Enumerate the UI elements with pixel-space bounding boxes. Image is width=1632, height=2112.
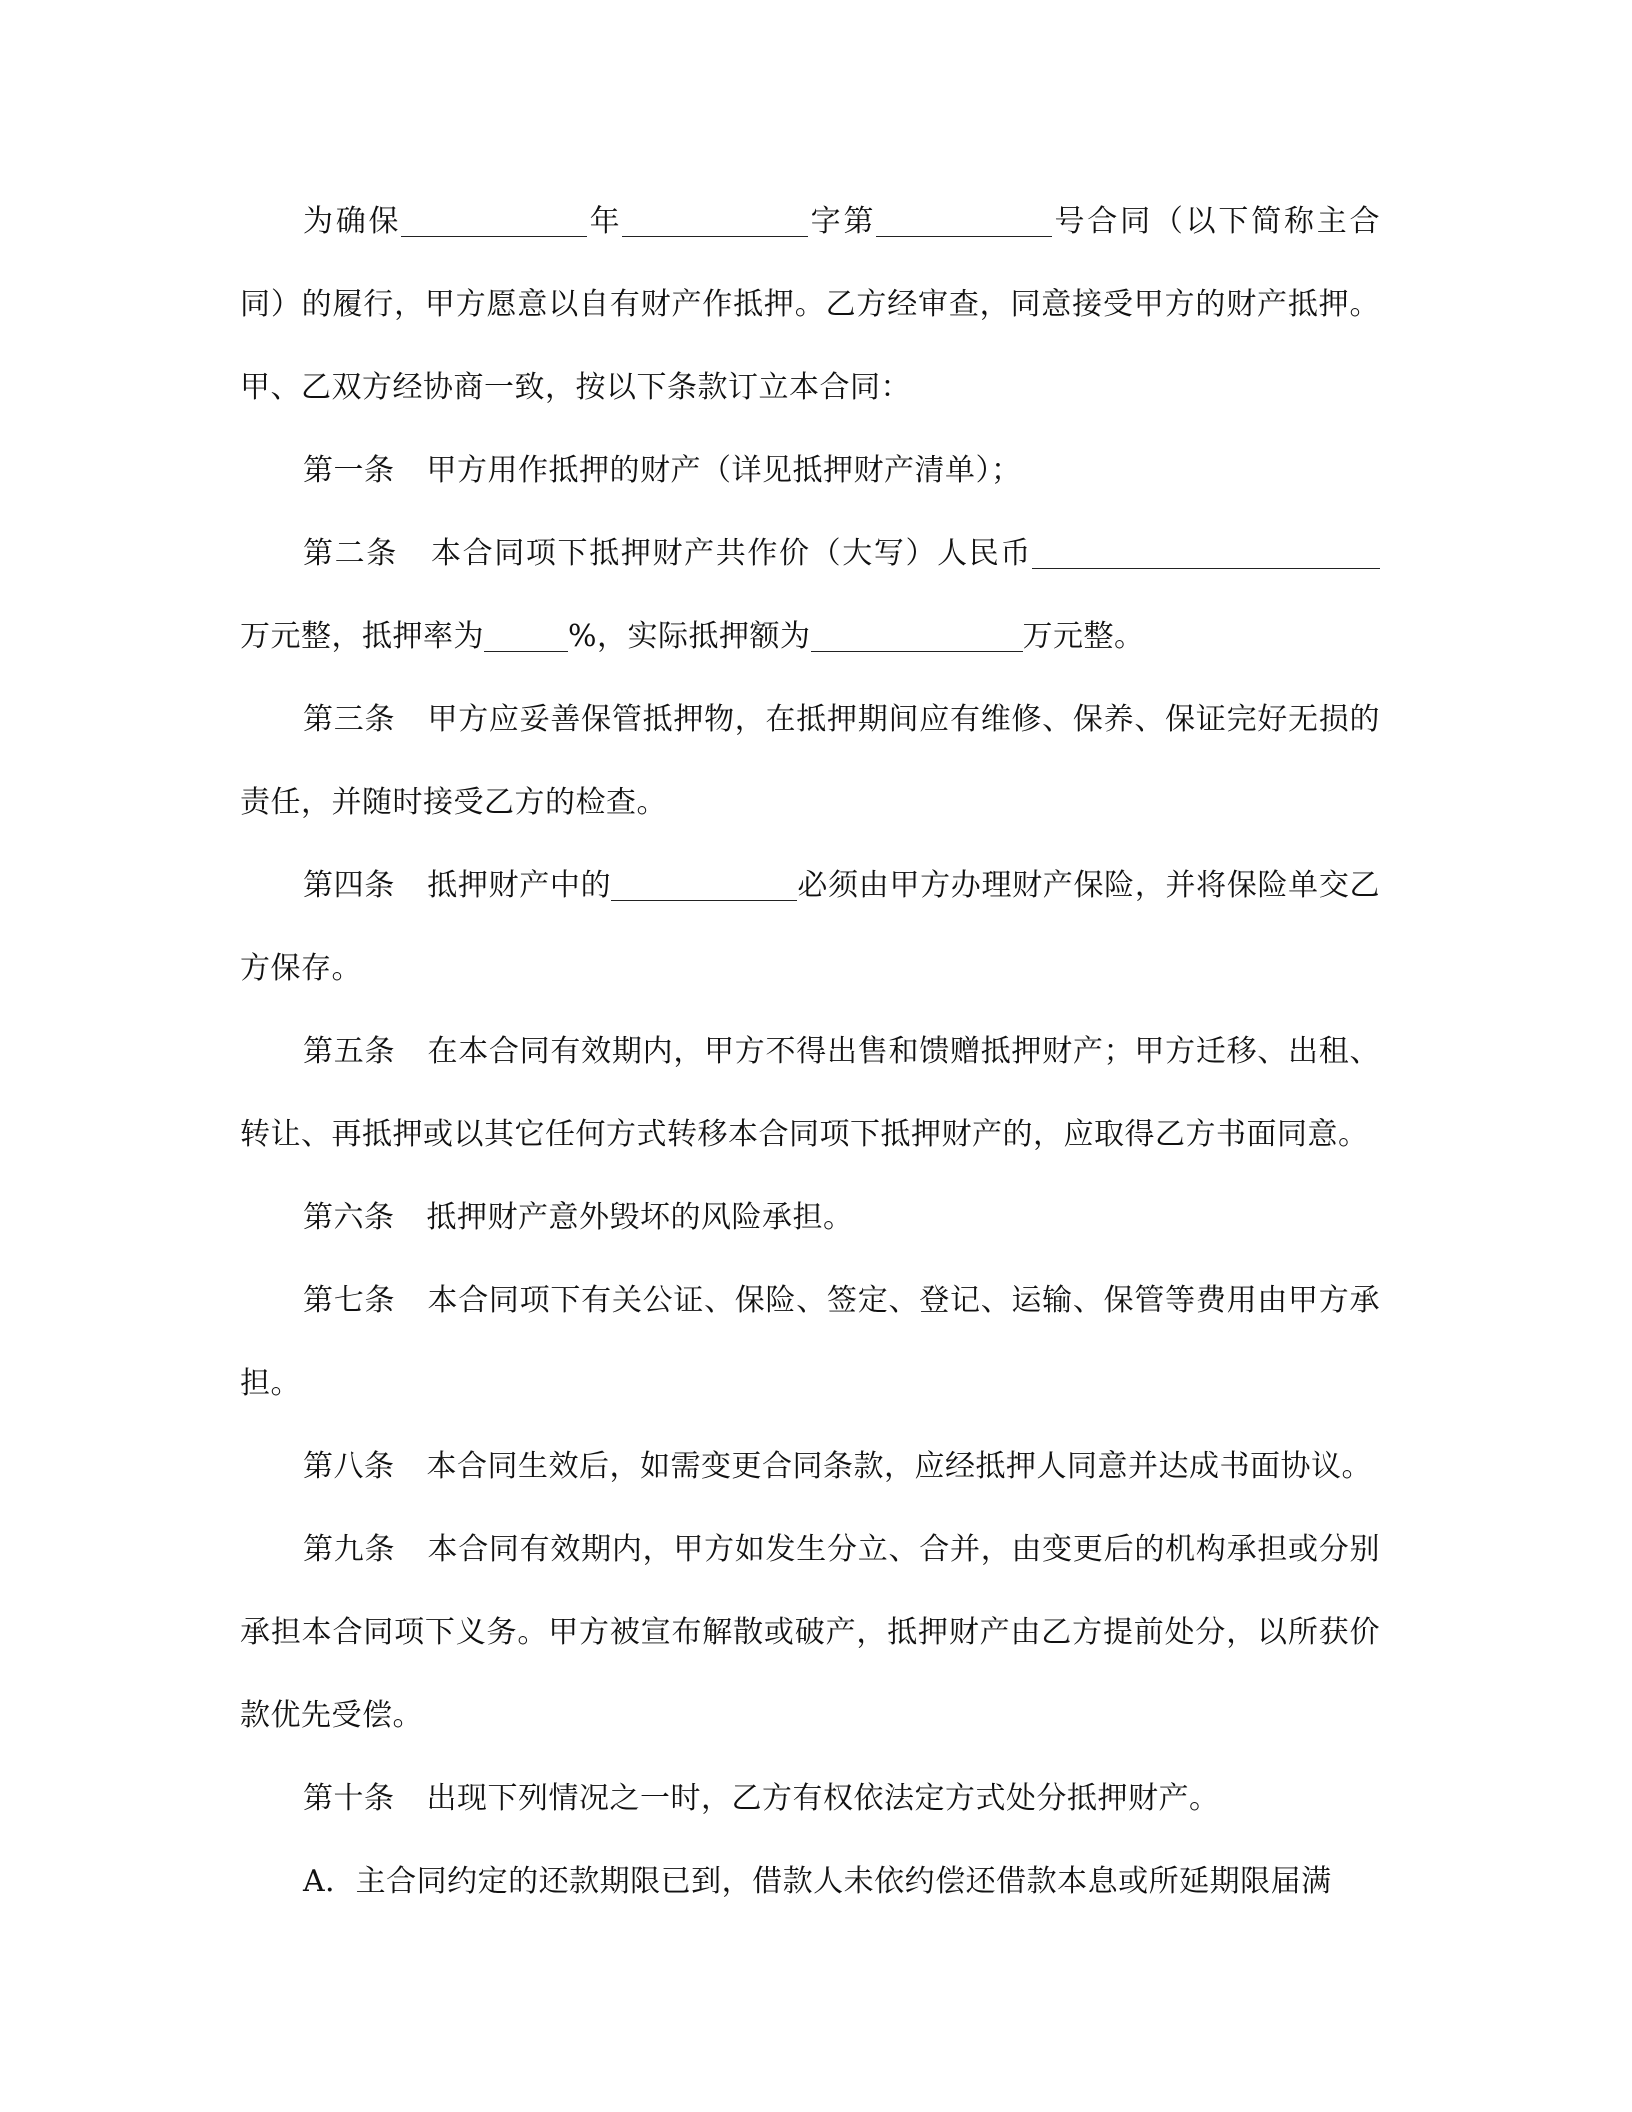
intro-text-2: 年 [587, 204, 623, 239]
article-10-text: 出现下列情况之一时，乙方有权依法定方式处分抵押财产。 [426, 1781, 1220, 1816]
article-7-number: 第七条 [303, 1283, 396, 1318]
rmb-amount-blank [1032, 538, 1380, 569]
article-2-text-2: 万元整，抵押率为 [240, 619, 484, 654]
item-a-text: 主合同约定的还款期限已到，借款人未依约偿还借款本息或所延期限届满 [355, 1864, 1332, 1899]
article-4-number: 第四条 [303, 868, 396, 903]
intro-text-1: 为确保 [303, 204, 402, 239]
item-a [240, 1840, 1380, 1923]
article-2-text-4: 万元整。 [1022, 619, 1145, 654]
article-10-number: 第十条 [303, 1781, 395, 1816]
intro-paragraph [240, 180, 1380, 429]
item-a-label: A． [303, 1864, 356, 1899]
article-3 [240, 678, 1380, 844]
year-blank [401, 206, 587, 237]
intro-text-3: 字第 [808, 204, 877, 239]
article-2-text-1: 本合同项下抵押财产共作价（大写）人民币 [429, 536, 1033, 571]
article-3-number: 第三条 [303, 702, 396, 737]
contract-page [240, 180, 1380, 1923]
article-6-text: 抵押财产意外毁坏的风险承担。 [426, 1200, 854, 1235]
article-9-text: 本合同有效期内，甲方如发生分立、合并，由变更后的机构承担或分别承担本合同项下义务。甲方被宣布解散或破产，抵押财产由乙方提前处分，以所获价款优先受偿。 [240, 1532, 1381, 1733]
article-5-number: 第五条 [303, 1034, 396, 1069]
article-10 [240, 1757, 1380, 1840]
article-9 [240, 1508, 1380, 1757]
article-2 [240, 512, 1380, 678]
article-2-text-3: %，实际抵押额为 [568, 619, 811, 654]
article-4-text-1: 抵押财产中的 [427, 868, 612, 903]
hao-blank [876, 206, 1052, 237]
article-7-text: 本合同项下有关公证、保险、签定、登记、运输、保管等费用由甲方承担。 [240, 1283, 1381, 1401]
article-3-text: 甲方应妥善保管抵押物，在抵押期间应有维修、保养、保证完好无损的责任，并随时接受乙方的检查。 [240, 702, 1381, 820]
actual-amount-blank [811, 621, 1023, 652]
article-5 [240, 1010, 1380, 1176]
article-8-number: 第八条 [303, 1449, 395, 1484]
article-4 [240, 844, 1380, 1010]
article-6-number: 第六条 [303, 1200, 395, 1235]
zi-blank [622, 206, 808, 237]
article-1 [240, 429, 1380, 512]
article-8 [240, 1425, 1380, 1508]
article-7 [240, 1259, 1380, 1425]
article-4-text-2: 必须由甲方办理财产保险，并将保险单交乙方保存。 [240, 868, 1381, 986]
insured-item-blank [611, 870, 797, 901]
article-8-text: 本合同生效后，如需变更合同条款，应经抵押人同意并达成书面协议。 [426, 1449, 1372, 1484]
article-9-number: 第九条 [303, 1532, 396, 1567]
intro-text-4: 号合同（以下简称主合同）的履行，甲方愿意以自有财产作抵押。乙方经审查，同意接受甲方的财产抵押。甲、乙双方经协商一致，按以下条款订立本合同： [240, 204, 1381, 405]
article-2-number: 第二条 [303, 536, 398, 571]
article-6 [240, 1176, 1380, 1259]
article-1-number: 第一条 [303, 453, 395, 488]
rate-blank [484, 621, 568, 652]
article-5-text: 在本合同有效期内，甲方不得出售和馈赠抵押财产；甲方迁移、出租、转让、再抵押或以其它任何方式转移本合同项下抵押财产的，应取得乙方书面同意。 [240, 1034, 1381, 1152]
article-1-text: 甲方用作抵押的财产（详见抵押财产清单）； [426, 453, 1022, 488]
